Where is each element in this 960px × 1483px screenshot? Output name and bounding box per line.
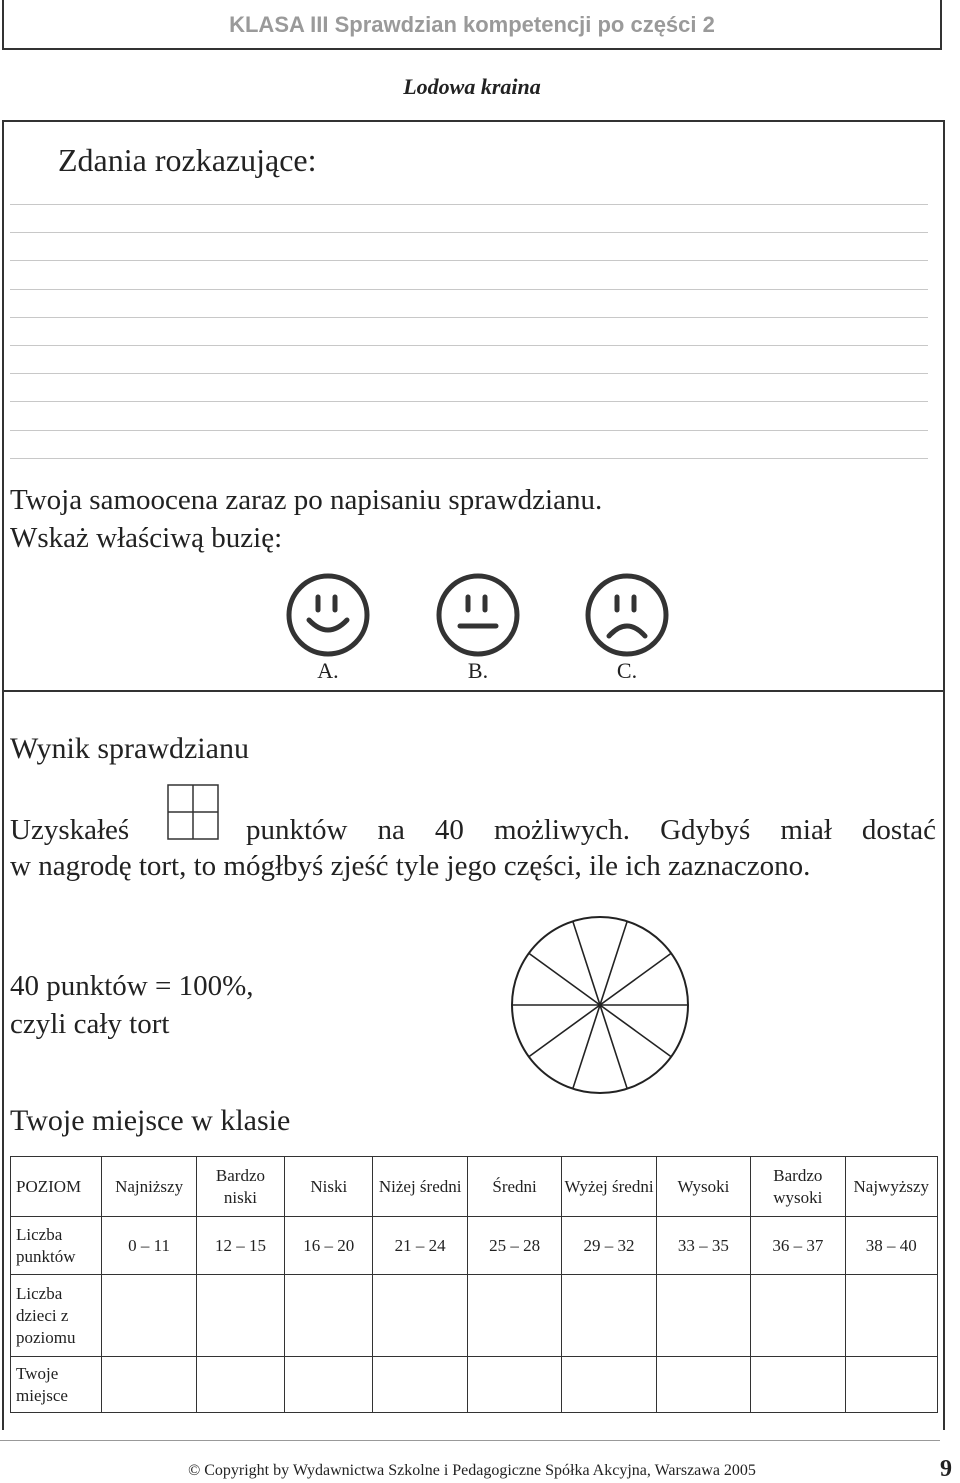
children-input-cell[interactable] (845, 1275, 937, 1357)
children-input-cell[interactable] (751, 1275, 845, 1357)
self-evaluation-text: Twoja samoocena zaraz po napisaniu sprawdzianu. (10, 484, 603, 516)
row-header-place: Twoje miejsce (11, 1357, 102, 1413)
row-header-level: POZIOM (11, 1157, 102, 1217)
children-input-cell[interactable] (373, 1275, 467, 1357)
pie-slice-lines (512, 921, 688, 1088)
children-input-cell[interactable] (562, 1275, 656, 1357)
pie-slice-line (529, 953, 600, 1005)
place-input-cell[interactable] (102, 1357, 196, 1413)
smiling-face-icon[interactable] (283, 570, 373, 660)
imperatives-label: Zdania rozkazujące: (58, 142, 317, 178)
copyright-text: © Copyright by Wydawnictwa Szkolne i Pedagogiczne Spółka Akcyjna, Warszawa 2005 (188, 1462, 756, 1479)
writing-line[interactable] (10, 458, 928, 459)
points-cell: 38 – 40 (845, 1217, 937, 1275)
pie-slice-line (600, 953, 671, 1005)
writing-line[interactable] (10, 345, 928, 346)
sad-face-icon[interactable] (582, 570, 672, 660)
place-input-cell[interactable] (845, 1357, 937, 1413)
writing-line[interactable] (10, 373, 928, 374)
page-subtitle: Lodowa kraina (403, 74, 541, 99)
table-row-levels (11, 1157, 938, 1217)
row-header-children: Liczba dzieci z poziomu (11, 1275, 102, 1357)
children-input-cell[interactable] (196, 1275, 284, 1357)
place-input-cell[interactable] (285, 1357, 373, 1413)
level-table (10, 1156, 938, 1413)
points-cell: 16 – 20 (285, 1217, 373, 1275)
level-cell: Niżej średni (373, 1157, 467, 1217)
table-row-children (11, 1275, 938, 1357)
face-label-b: B. (467, 658, 489, 683)
footer-rule (0, 1440, 940, 1441)
place-input-cell[interactable] (751, 1357, 845, 1413)
level-cell: Średni (467, 1157, 561, 1217)
points-cell: 0 – 11 (102, 1217, 196, 1275)
writing-line[interactable] (10, 289, 928, 290)
result-title: Wynik sprawdzianu (10, 732, 249, 765)
score-input-box[interactable] (167, 784, 219, 840)
points-cell: 29 – 32 (562, 1217, 656, 1275)
place-input-cell[interactable] (467, 1357, 561, 1413)
pie-slice-line (600, 1005, 627, 1089)
pie-slice-line (600, 1005, 671, 1057)
section-divider (2, 690, 945, 692)
score-text-end: punktów na 40 możliwych. Gdybyś miał dostać (246, 814, 936, 846)
writing-line[interactable] (10, 232, 928, 233)
points-cell: 25 – 28 (467, 1217, 561, 1275)
writing-line[interactable] (10, 430, 928, 431)
children-input-cell[interactable] (285, 1275, 373, 1357)
table-row-points (11, 1217, 938, 1275)
face-label-c: C. (616, 658, 638, 683)
percent-text: 40 punktów = 100%, (10, 970, 254, 1002)
place-input-cell[interactable] (656, 1357, 750, 1413)
level-cell: Wysoki (656, 1157, 750, 1217)
place-input-cell[interactable] (373, 1357, 467, 1413)
page-header-title: KLASA III Sprawdzian kompetencji po części 2 (229, 12, 715, 37)
pie-slice-line (573, 921, 600, 1005)
cake-pie-icon[interactable] (510, 915, 690, 1095)
face-label-a: A. (317, 658, 339, 683)
writing-line[interactable] (10, 317, 928, 318)
children-input-cell[interactable] (102, 1275, 196, 1357)
self-evaluation-instruction: Wskaż właściwą buzię: (10, 522, 283, 554)
score-text-continuation: w nagrodę tort, to mógłbyś zjeść tyle jego części, ile ich zaznaczono. (10, 850, 811, 882)
level-cell: Niski (285, 1157, 373, 1217)
page-number: 9 (940, 1456, 952, 1482)
writing-line[interactable] (10, 204, 928, 205)
neutral-face-icon[interactable] (433, 570, 523, 660)
place-input-cell[interactable] (562, 1357, 656, 1413)
points-cell: 21 – 24 (373, 1217, 467, 1275)
points-cell: 12 – 15 (196, 1217, 284, 1275)
level-cell: Najwyższy (845, 1157, 937, 1217)
pie-slice-line (529, 1005, 600, 1057)
points-cell: 36 – 37 (751, 1217, 845, 1275)
writing-line[interactable] (10, 401, 928, 402)
level-cell: Najniższy (102, 1157, 196, 1217)
children-input-cell[interactable] (467, 1275, 561, 1357)
class-place-title: Twoje miejsce w klasie (10, 1104, 291, 1137)
level-cell: Bardzo niski (196, 1157, 284, 1217)
pie-slice-line (573, 1005, 600, 1089)
points-cell: 33 – 35 (656, 1217, 750, 1275)
table-row-place (11, 1357, 938, 1413)
children-input-cell[interactable] (656, 1275, 750, 1357)
score-text-start: Uzyskałeś (10, 814, 130, 846)
place-input-cell[interactable] (196, 1357, 284, 1413)
whole-cake-text: czyli cały tort (10, 1008, 170, 1040)
row-header-points: Liczba punktów (11, 1217, 102, 1275)
level-cell: Bardzo wysoki (751, 1157, 845, 1217)
pie-slice-line (600, 921, 627, 1005)
writing-line[interactable] (10, 260, 928, 261)
level-cell: Wyżej średni (562, 1157, 656, 1217)
